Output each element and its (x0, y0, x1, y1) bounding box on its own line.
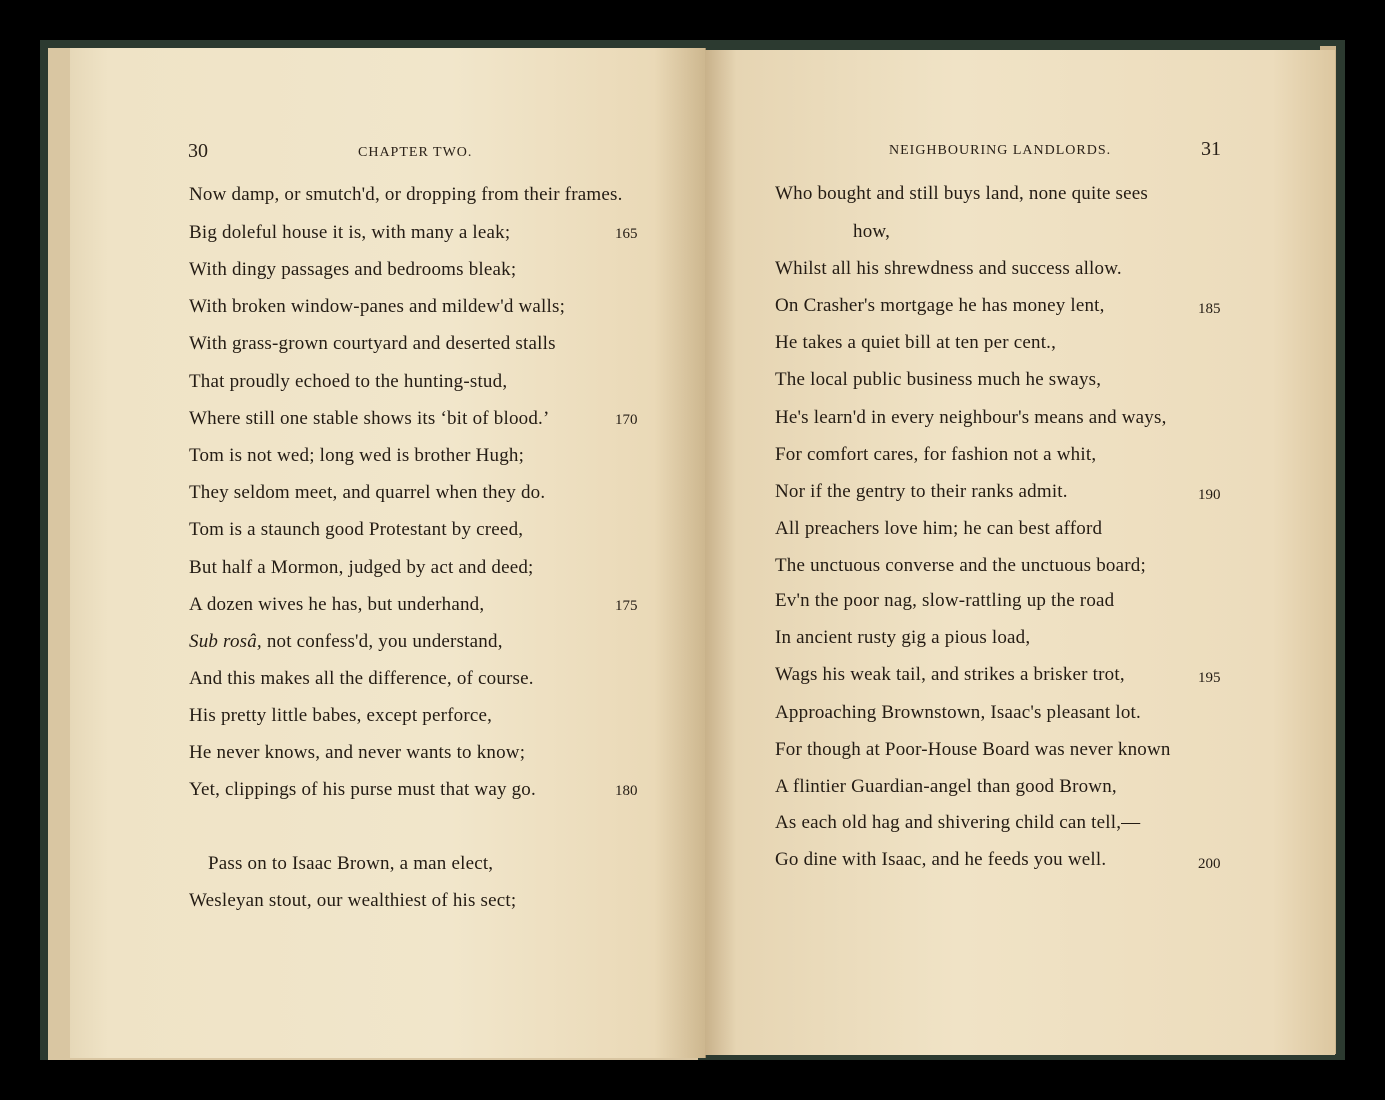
verse-line: The local public business much he sways, (775, 369, 1102, 390)
italic-phrase: Sub rosâ, (189, 631, 262, 652)
verse-line: The unctuous converse and the unctuous board; (775, 555, 1146, 576)
line-number: 195 (1198, 670, 1221, 686)
right-page (705, 50, 1335, 1055)
line-number: 175 (615, 598, 638, 614)
verse-line: Big doleful house it is, with many a leak; (189, 222, 511, 243)
verse-line: Now damp, or smutch'd, or dropping from their frames. (189, 184, 623, 205)
verse-line: In ancient rusty gig a pious load, (775, 627, 1031, 648)
verse-line: With broken window-panes and mildew'd walls; (189, 296, 566, 317)
verse-line: Whilst all his shrewdness and success allow. (775, 258, 1122, 279)
verse-line: Pass on to Isaac Brown, a man elect, (208, 853, 494, 874)
verse-line: Wags his weak tail, and strikes a brisker trot, (775, 664, 1125, 685)
verse-line: On Crasher's mortgage he has money lent, (775, 295, 1105, 316)
verse-line: Wesleyan stout, our wealthiest of his sect; (189, 890, 517, 911)
verse-line-text: not confess'd, you understand, (261, 631, 503, 652)
verse-line: Yet, clippings of his purse must that way go. (189, 779, 536, 800)
verse-line: A dozen wives he has, but underhand, (189, 594, 485, 615)
verse-line: That proudly echoed to the hunting-stud, (189, 371, 508, 392)
verse-line: Ev'n the poor nag, slow-rattling up the road (775, 590, 1115, 611)
line-number: 180 (615, 783, 638, 799)
page-number: 31 (1201, 138, 1221, 160)
verse-line: Who bought and still buys land, none quite sees (775, 183, 1148, 204)
verse-line: He's learn'd in every neighbour's means and ways, (775, 407, 1167, 428)
verse-line: All preachers love him; he can best afford (775, 518, 1103, 539)
verse-line: As each old hag and shivering child can tell,— (775, 812, 1141, 833)
verse-line: With dingy passages and bedrooms bleak; (189, 259, 517, 280)
verse-line: With grass-grown courtyard and deserted stalls (189, 333, 556, 354)
verse-line: He never knows, and never wants to know; (189, 742, 526, 763)
verse-line: Go dine with Isaac, and he feeds you well. (775, 849, 1107, 870)
verse-line: He takes a quiet bill at ten per cent., (775, 332, 1057, 353)
verse-line: And this makes all the difference, of course. (189, 668, 534, 689)
verse-line: Nor if the gentry to their ranks admit. (775, 481, 1068, 502)
verse-line: For comfort cares, for fashion not a whit, (775, 444, 1097, 465)
verse-line: But half a Mormon, judged by act and deed; (189, 557, 534, 578)
line-number: 165 (615, 226, 638, 242)
verse-line: A flintier Guardian-angel than good Brown, (775, 776, 1117, 797)
verse-line: His pretty little babes, except perforce, (189, 705, 493, 726)
line-number: 200 (1198, 856, 1221, 872)
running-head: NEIGHBOURING LANDLORDS. (889, 143, 1112, 158)
verse-line: For though at Poor-House Board was never known (775, 739, 1171, 760)
verse-line: Where still one stable shows its ‘bit of blood.’ (189, 408, 550, 429)
verse-line: Tom is a staunch good Protestant by creed, (189, 519, 524, 540)
page-number: 30 (188, 140, 208, 162)
line-number: 185 (1198, 301, 1221, 317)
verse-line: They seldom meet, and quarrel when they do. (189, 482, 546, 503)
verse-line (189, 631, 503, 653)
line-number: 170 (615, 412, 638, 428)
verse-line: how, (853, 221, 891, 242)
verse-line: Tom is not wed; long wed is brother Hugh; (189, 445, 525, 466)
running-head: CHAPTER TWO. (358, 145, 473, 160)
left-page (70, 48, 706, 1058)
verse-line: Approaching Brownstown, Isaac's pleasant lot. (775, 702, 1141, 723)
line-number: 190 (1198, 487, 1221, 503)
